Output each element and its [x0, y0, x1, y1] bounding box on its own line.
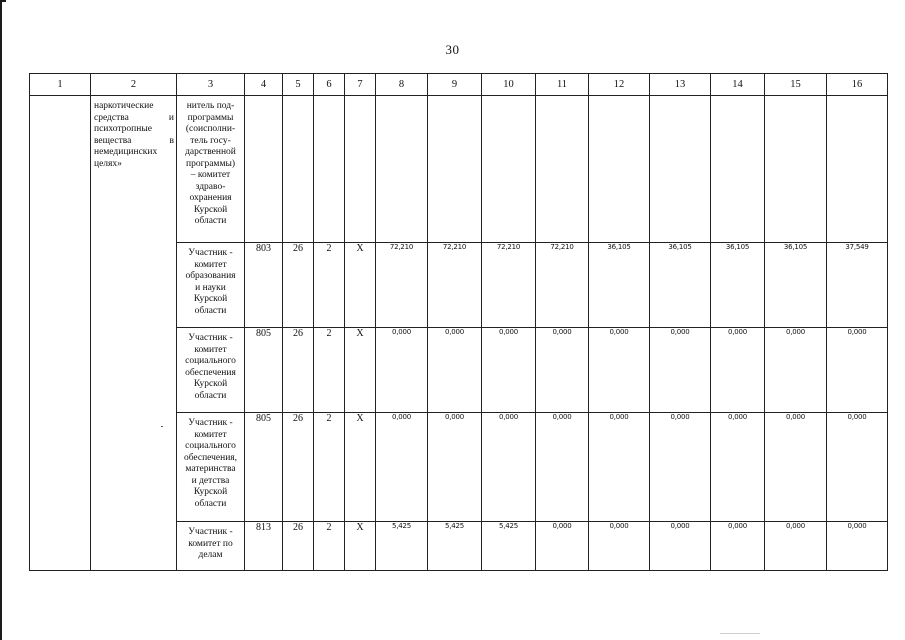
- code-cell: 2: [314, 522, 345, 571]
- value-cell: 36,105: [589, 243, 650, 328]
- scan-border-top: [0, 0, 6, 2]
- code-cell: Х: [345, 413, 376, 522]
- code-cell: 26: [283, 328, 314, 413]
- value-cell: 0,000: [650, 413, 711, 522]
- value-cell: 0,000: [827, 522, 888, 571]
- value-cell: [650, 96, 711, 243]
- value-cell: [482, 96, 536, 243]
- executor-cell: Участник - комитет социального обеспечения, материнства и детства Курской области: [177, 413, 245, 522]
- value-cell: 36,105: [650, 243, 711, 328]
- code-cell: 26: [283, 243, 314, 328]
- header-cell: 3: [177, 74, 245, 96]
- value-cell: 0,000: [711, 328, 765, 413]
- code-cell: [245, 96, 283, 243]
- value-cell: 5,425: [482, 522, 536, 571]
- value-cell: 0,000: [765, 328, 827, 413]
- executor-cell: Участник - комитет образования и науки Курской области: [177, 243, 245, 328]
- value-cell: 0,000: [650, 522, 711, 571]
- value-cell: 0,000: [536, 328, 589, 413]
- executor-cell: Участник - комитет социального обеспечения Курской области: [177, 328, 245, 413]
- value-cell: 0,000: [765, 413, 827, 522]
- value-cell: 0,000: [711, 413, 765, 522]
- header-cell: 8: [376, 74, 428, 96]
- page-number: 30: [445, 42, 460, 57]
- col1-cell: [30, 96, 91, 571]
- code-cell: 813: [245, 522, 283, 571]
- header-cell: 14: [711, 74, 765, 96]
- header-cell: 15: [765, 74, 827, 96]
- value-cell: 0,000: [376, 328, 428, 413]
- value-cell: 0,000: [589, 522, 650, 571]
- code-cell: Х: [345, 522, 376, 571]
- value-cell: 0,000: [650, 328, 711, 413]
- code-cell: [283, 96, 314, 243]
- value-cell: 0,000: [428, 328, 482, 413]
- code-cell: 805: [245, 328, 283, 413]
- value-cell: 0,000: [536, 413, 589, 522]
- header-cell: 2: [91, 74, 177, 96]
- code-cell: 2: [314, 243, 345, 328]
- col2-cell: [91, 96, 177, 571]
- header-cell: 4: [245, 74, 283, 96]
- executor-cell: Участник - комитет по делам: [177, 522, 245, 571]
- value-cell: 0,000: [589, 328, 650, 413]
- value-cell: [589, 96, 650, 243]
- value-cell: 5,425: [376, 522, 428, 571]
- code-cell: 26: [283, 522, 314, 571]
- header-cell: 9: [428, 74, 482, 96]
- header-cell: 7: [345, 74, 376, 96]
- value-cell: 0,000: [536, 522, 589, 571]
- value-cell: 72,210: [482, 243, 536, 328]
- value-cell: 36,105: [711, 243, 765, 328]
- code-cell: [314, 96, 345, 243]
- value-cell: 0,000: [765, 522, 827, 571]
- value-cell: [827, 96, 888, 243]
- header-cell: 1: [30, 74, 91, 96]
- value-cell: 72,210: [536, 243, 589, 328]
- value-cell: [376, 96, 428, 243]
- table-header-row: [30, 74, 888, 96]
- table-row: [30, 96, 888, 243]
- value-cell: [711, 96, 765, 243]
- header-cell: 5: [283, 74, 314, 96]
- value-cell: 72,210: [428, 243, 482, 328]
- code-cell: 2: [314, 328, 345, 413]
- value-cell: 0,000: [827, 328, 888, 413]
- value-cell: [765, 96, 827, 243]
- code-cell: [345, 96, 376, 243]
- executor-cell: нитель под- программы (соисполни- тель госу- дарственной программы) – комитет здраво- охранения Курской области: [177, 96, 245, 243]
- code-cell: Х: [345, 243, 376, 328]
- header-cell: 16: [827, 74, 888, 96]
- value-cell: 37,549: [827, 243, 888, 328]
- header-cell: 10: [482, 74, 536, 96]
- subprogram-name: наркотические средства и психотропные вещества в немедицинских целях»: [94, 101, 174, 169]
- value-cell: 36,105: [765, 243, 827, 328]
- program-table: [29, 73, 888, 571]
- value-cell: 0,000: [827, 413, 888, 522]
- scan-border-left: [0, 0, 2, 640]
- value-cell: [428, 96, 482, 243]
- code-cell: 803: [245, 243, 283, 328]
- code-cell: 26: [283, 413, 314, 522]
- value-cell: 5,425: [428, 522, 482, 571]
- header-cell: 6: [314, 74, 345, 96]
- code-cell: 805: [245, 413, 283, 522]
- header-cell: 13: [650, 74, 711, 96]
- scan-speck: [161, 426, 163, 427]
- value-cell: 0,000: [428, 413, 482, 522]
- code-cell: Х: [345, 328, 376, 413]
- value-cell: 0,000: [711, 522, 765, 571]
- value-cell: 72,210: [376, 243, 428, 328]
- header-cell: 12: [589, 74, 650, 96]
- value-cell: 0,000: [482, 328, 536, 413]
- value-cell: 0,000: [376, 413, 428, 522]
- header-cell: 11: [536, 74, 589, 96]
- value-cell: [536, 96, 589, 243]
- scan-artifact: [720, 633, 760, 634]
- value-cell: 0,000: [482, 413, 536, 522]
- value-cell: 0,000: [589, 413, 650, 522]
- code-cell: 2: [314, 413, 345, 522]
